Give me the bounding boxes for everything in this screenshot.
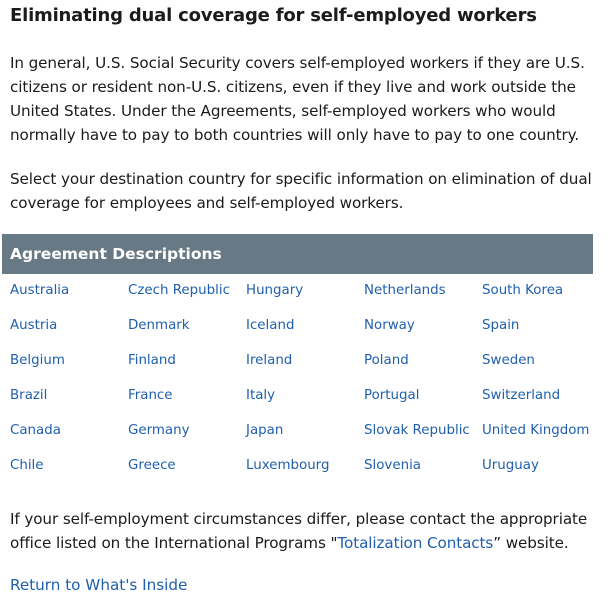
- country-link[interactable]: Netherlands: [364, 283, 446, 298]
- country-link[interactable]: Japan: [246, 423, 284, 438]
- country-link[interactable]: Sweden: [482, 353, 535, 368]
- country-link[interactable]: South Korea: [482, 283, 564, 298]
- agreement-descriptions-header: Agreement Descriptions: [2, 234, 593, 274]
- country-link[interactable]: Luxembourg: [246, 458, 330, 473]
- country-link[interactable]: Belgium: [10, 353, 65, 368]
- totalization-contacts-link[interactable]: Totalization Contacts: [337, 534, 494, 552]
- country-link[interactable]: Finland: [128, 353, 176, 368]
- country-grid: [10, 283, 600, 493]
- return-to-whats-inside-link[interactable]: Return to What's Inside: [10, 576, 188, 594]
- contact-paragraph: [10, 507, 602, 555]
- footer: [10, 575, 187, 594]
- country-link[interactable]: Canada: [10, 423, 61, 438]
- select-country-paragraph: Select your destination country for specific information on elimination of dual coverage for employees and self-employed workers.: [10, 170, 592, 212]
- country-link[interactable]: Uruguay: [482, 458, 539, 473]
- country-link[interactable]: Spain: [482, 318, 520, 333]
- country-link[interactable]: Denmark: [128, 318, 190, 333]
- intro-paragraph: In general, U.S. Social Security covers self-employed workers if they are U.S. citizens or resident non-U.S. citizens, even if they live and work outside the United States. Under the Agreements, self-employed workers who would normally have to pay to both countries will only have to pay to one country.: [10, 54, 585, 144]
- contact-text: If your self-employment circumstances differ, please contact the appropriate office listed on the International Programs: [10, 510, 588, 552]
- country-link[interactable]: Brazil: [10, 388, 48, 403]
- open-quote: ": [330, 534, 338, 552]
- country-link[interactable]: Iceland: [246, 318, 295, 333]
- country-link[interactable]: Norway: [364, 318, 415, 333]
- country-link[interactable]: Chile: [10, 458, 44, 473]
- country-link[interactable]: Czech Republic: [128, 283, 230, 298]
- country-link[interactable]: United Kingdom: [482, 423, 590, 438]
- country-link[interactable]: Portugal: [364, 388, 420, 403]
- country-link[interactable]: Austria: [10, 318, 58, 333]
- country-link[interactable]: Ireland: [246, 353, 293, 368]
- country-link[interactable]: Germany: [128, 423, 190, 438]
- contact-text-end: ” website.: [493, 534, 569, 552]
- country-link[interactable]: Slovenia: [364, 458, 421, 473]
- country-link[interactable]: Switzerland: [482, 388, 561, 403]
- country-link[interactable]: Greece: [128, 458, 176, 473]
- section-title: Eliminating dual coverage for self-employed workers: [10, 5, 537, 26]
- country-link[interactable]: Australia: [10, 283, 70, 298]
- country-link[interactable]: Slovak Republic: [364, 423, 470, 438]
- country-link[interactable]: Hungary: [246, 283, 304, 298]
- country-link[interactable]: France: [128, 388, 173, 403]
- country-link[interactable]: Poland: [364, 353, 409, 368]
- country-link[interactable]: Italy: [246, 388, 276, 403]
